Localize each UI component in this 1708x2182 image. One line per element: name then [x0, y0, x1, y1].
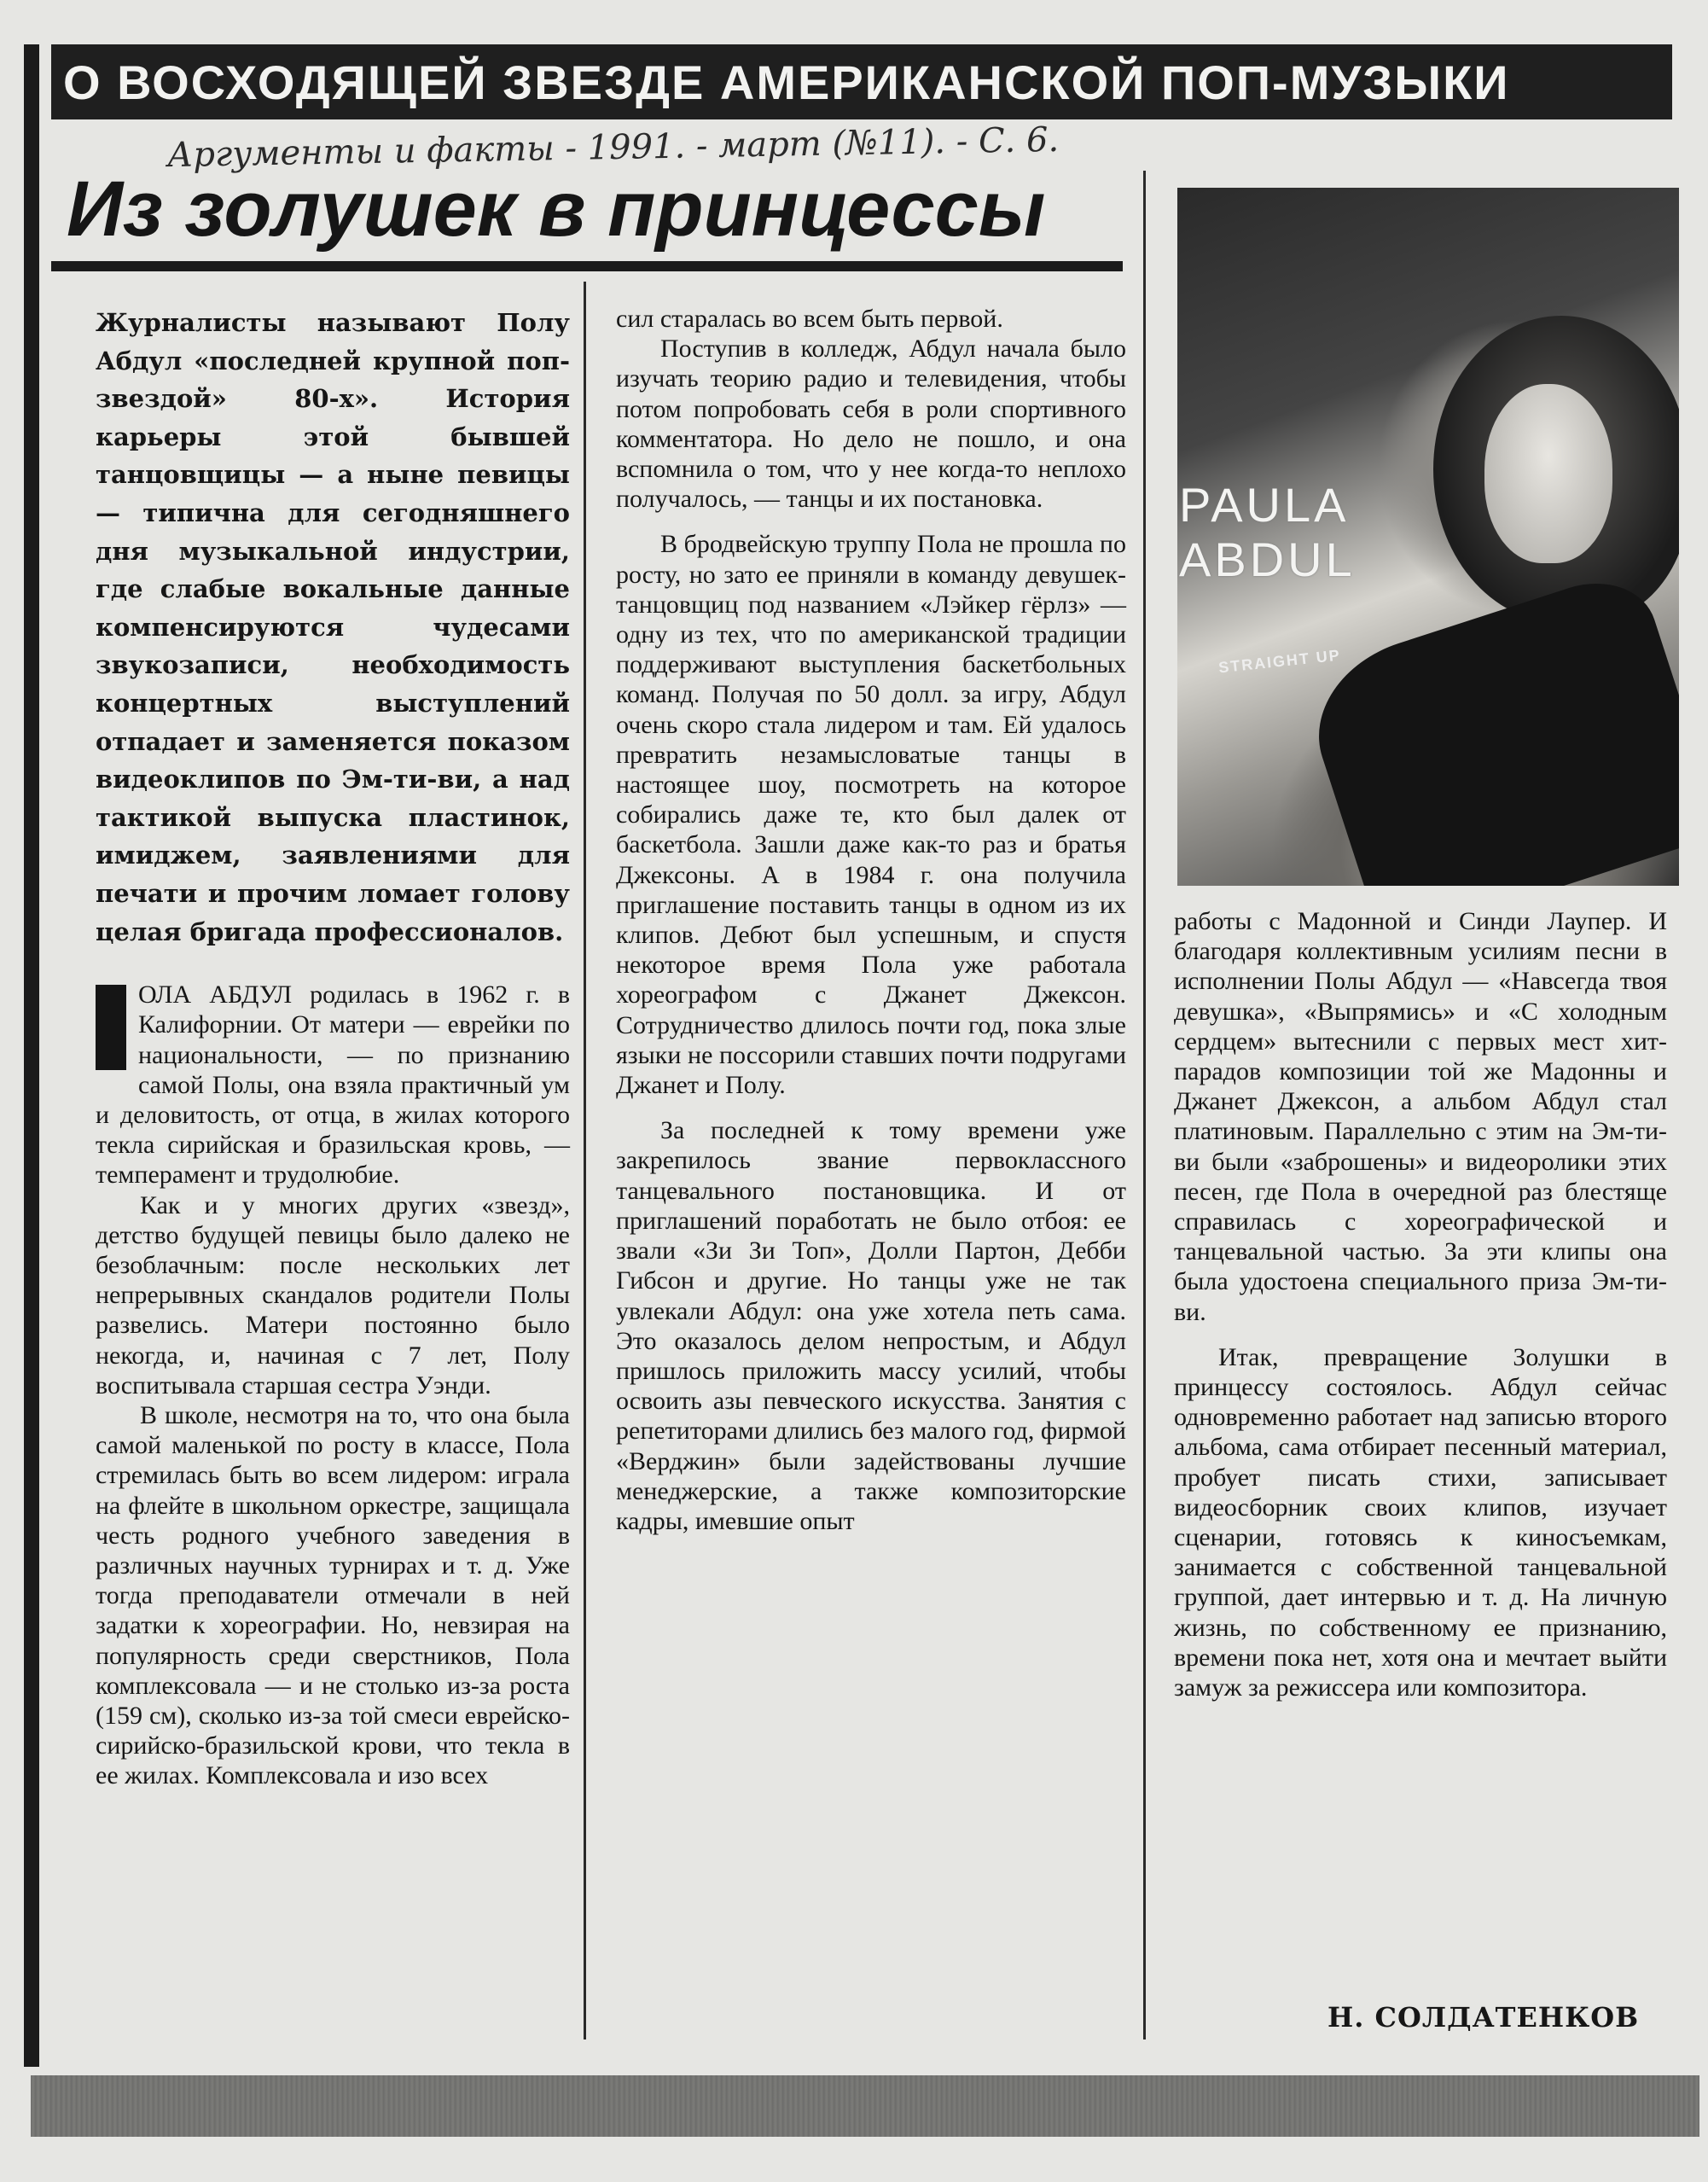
headline-rule: [51, 261, 1123, 271]
column-2: [616, 304, 1126, 1536]
body-paragraph: В школе, несмотря на то, что она была самой маленькой по росту в классе, Пола стремилась быть во всем лидером: играла на флейте в школьном оркестре, защищала честь родного учебного заведения в различных научных турнирах и т. д. Уже тогда преподаватели отмечали в ней задатки к хореографии. Но, невзирая на популярность среди сверстников, Пола комплексовала — и не столько из-за роста (159 см), сколько из-за той смеси еврейско-сирийско-бразильской крови, что текла в ее жилах. Комплексовала и изо всех: [96, 1400, 570, 1790]
photo-dress: [1296, 566, 1679, 886]
body-paragraph: За последней к тому времени уже закрепилось звание первоклассного танцевального постановщика. И от приглашений поработать не было отбоя: ее звали «Зи Зи Топ», Долли Партон, Дебби Гибсон и другие. Но танцы уже не так увлекали Абдул: она уже хотела петь сама. Это оказалось делом непростым, и Абдул пришлось приложить массу усилий, чтобы освоить азы певческого искусства. Занятия с репетиторами длились без малого год, фирмой «Верджин» были задействованы лучшие менеджерские, а также композиторские кадры, имевшие опыт: [616, 1116, 1126, 1535]
kicker-banner: [51, 44, 1672, 119]
body-paragraph: Как и у многих других «звезд», детство будущей певицы было далеко не безоблачным: после нескольких лет непрерывных скандалов родители Полы развелись. Матери постоянно было некогда, и, начиная с 7 лет, Полу воспитывала старшая сестра Уэнди.: [96, 1190, 570, 1399]
kicker-text: О ВОСХОДЯЩЕЙ ЗВЕЗДЕ АМЕРИКАНСКОЙ ПОП-МУЗЫКИ: [63, 55, 1510, 109]
bottom-gray-band: [31, 2075, 1699, 2137]
left-border-rule: [24, 44, 39, 2067]
photo-face: [1484, 384, 1612, 563]
column-1: [96, 304, 570, 1791]
body-paragraph: сил старалась во всем быть первой.: [616, 305, 1003, 333]
handwritten-citation: Аргументы и факты - 1991. - март (№11). - С. 6.: [166, 119, 1060, 176]
body-paragraph: Поступив в колледж, Абдул начала было изучать теорию радио и телевидения, чтобы потом попробовать себя в роли спортивного комментатора. Но дело не пошло, и она вспомнила о том, что у нее когда-то неплохо получалось, — танцы и их постановка.: [616, 335, 1126, 514]
body-paragraph: Итак, превращение Золушки в принцессу состоялось. Абдул сейчас одновременно работает над записью второго альбома, сама отбирает песенный материал, пробует писать стихи, записывает видеосборник своих клипов, изучает сценарии, готовясь к киносъемкам, занимается с собственной танцевальной группой, дает интервью и т. д. На личную жизнь, по собственному ее признанию, времени пока нет, хотя она и мечтает выйти замуж за режиссера или композитора.: [1174, 1342, 1667, 1702]
body-paragraph: ОЛА АБДУЛ родилась в 1962 г. в Калифорнии. От матери — еврейки по национальности, — по признанию самой Полы, она взяла практичный ум и деловитость, от отца, в жилах которого текла сирийская и бразильская кровь, — темперамент и трудолюбие.: [96, 980, 570, 1190]
column-divider: [584, 282, 586, 2039]
column-divider: [1143, 171, 1146, 2039]
headline: Из золушек в принцессы: [67, 166, 1046, 253]
drop-cap-P: [96, 985, 126, 1070]
body-paragraph: В бродвейскую труппу Пола не прошла по росту, но зато ее приняли в команду девушек-танцовщиц под названием «Лэйкер гёрлз» — одну из тех, что по американской традиции поддерживают выступления баскетбольных команд. Получая по 50 долл. за игру, Абдул очень скоро стала лидером и там. Ей удалось превратить незамысловатые танцы в настоящее шоу, посмотреть на которое собирались даже те, кто был далек от баскетбола. Зашли даже как-то раз и братья Джексоны. А в 1984 г. она получила приглашение поставить танцы в одном из их клипов. Дебют был успешным, и спустя некоторое время Пола уже работала хореографом с Джанет Джексон. Сотрудничество длилось почти год, пока злые языки не поссорили ставших почти подругами Джанет и Полу.: [616, 530, 1126, 1100]
paula-abdul-photo: [1177, 188, 1679, 886]
column-3: [1174, 906, 1667, 1702]
body-paragraph: работы с Мадонной и Синди Лаупер. И благодаря коллективным усилиям песни в исполнении Полы Абдул — «Навсегда твоя девушка», «Выпрямись» и «С холодным сердцем» вытеснили с первых мест хит-парадов композиции той же Мадонны и Джанет Джексон, а альбом Абдул стал платиновым. Параллельно с этим на Эм-ти-ви были «заброшены» и видеоролики этих песен, где Пола в очередной раз блестяще справилась с хореографической и танцевальной частью. За эти клипы она была удостоена специального приза Эм-ти-ви.: [1174, 907, 1667, 1326]
lead-paragraph: Журналисты называют Полу Абдул «последней крупной поп-звездой» 80-х». История карьеры этой бывшей танцовщицы — а ныне певицы — типична для сегодняшнего дня музыкальной индустрии, где слабые вокальные данные компенсируются чудесами звукозаписи, необходимость концертных выступлений отпадает и заменяется показом видеоклипов по Эм-ти-ви, а над тактикой выпуска пластинок, имиджем, заявлениями для печати и прочим ломает голову целая бригада профессионалов.: [96, 308, 570, 946]
photo-overlay-name: PAULA ABDUL: [1179, 478, 1356, 586]
photo-album-label: STRAIGHT UP: [1217, 646, 1342, 677]
author-byline: Н. СОЛДАТЕНКОВ: [1327, 2001, 1640, 2034]
